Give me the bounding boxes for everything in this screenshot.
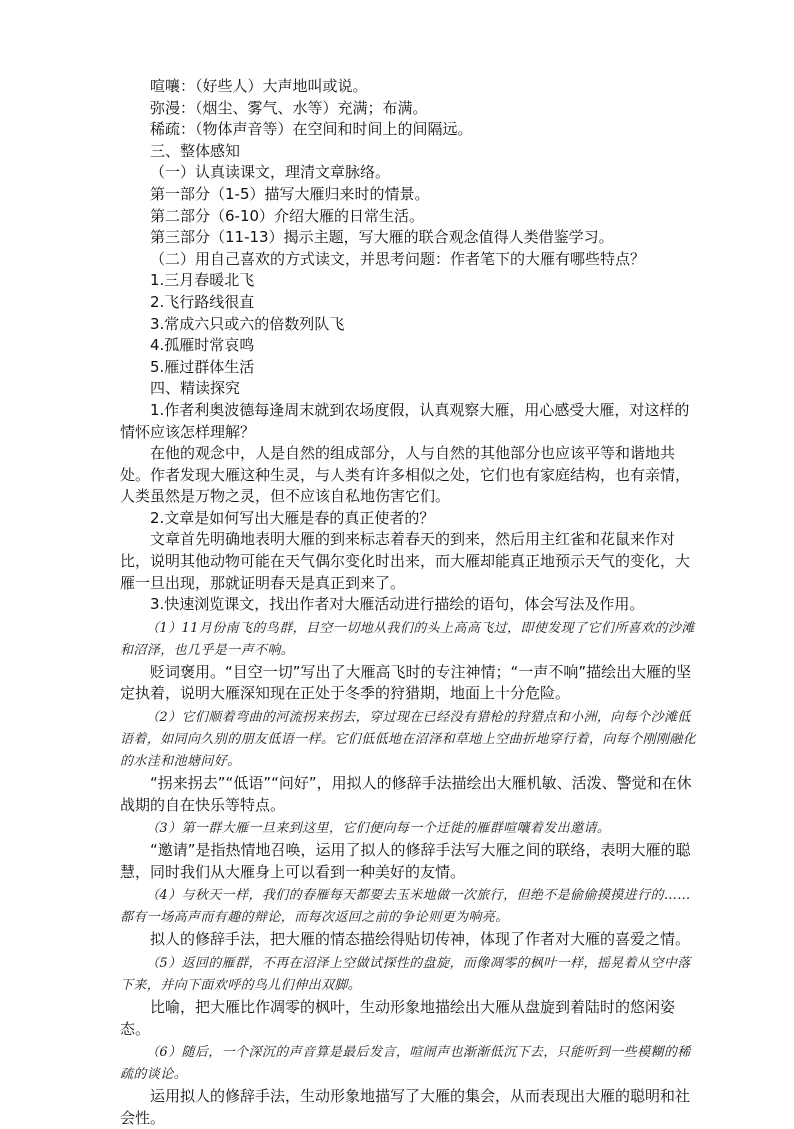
quote-analysis: 贬词褒用。“目空一切”写出了大雁高飞时的专注神情；“一声不响”描绘出大雁的坚定执着，说明大雁深知现在正处于冬季的狩猎期，地面上十分危险。 xyxy=(120,662,692,703)
structure-part: 第二部分（6-10）介绍大雁的日常生活。 xyxy=(150,206,425,225)
feature-item: 4.孤雁时常哀鸣 xyxy=(150,336,255,355)
quote-excerpt: （1）11月份南飞的鸟群，目空一切地从我们的头上高高飞过，即使发现了它们所喜欢的沙滩和沼泽，也几乎是一声不响。 xyxy=(120,620,695,658)
answer: 文章首先明确地表明大雁的到来标志着春天的到来，然后用主红雀和花鼠来作对比，说明其他动物可能在天气偶尔变化时出来，而大雁却能真正地预示天气的变化，大雁一旦出现，那就证明春天是真正到来了。 xyxy=(120,530,691,592)
answer: 在他的观念中，人是自然的组成部分，人与自然的其他部分也应该平等和谐地共处。作者发现大雁这种生灵，与人类有许多相似之处，它们也有家庭结构，也有亲情，人类虽然是万物之灵，但不应该自私地伤害它们。 xyxy=(120,444,691,506)
feature-item: 2.飞行路线很直 xyxy=(150,292,255,311)
feature-item: 5.雁过群体生活 xyxy=(150,357,255,376)
quote-excerpt: （4）与秋天一样，我们的春雁每天都要去玉米地做一次旅行，但绝不是偷偷摸摸进行的……都有一场高声而有趣的辩论，而每次返回之前的争论则更为响亮。 xyxy=(120,888,691,926)
section-heading: 三、整体感知 xyxy=(150,141,241,160)
subsection-heading: （二）用自己喜欢的方式读文，并思考问题：作者笔下的大雁有哪些特点？ xyxy=(150,249,646,268)
vocab-item: 喧嚷：（好些人）大声地叫或说。 xyxy=(150,77,368,95)
structure-part: 第一部分（1-5）描写大雁归来时的情景。 xyxy=(150,184,430,203)
quote-analysis: “邀请”是指热情地召唤，运用了拟人的修辞手法写大雁之间的联络，表明大雁的聪慧，同时我们从大雁身上可以看到一种美好的友情。 xyxy=(120,841,691,881)
question: 1.作者利奥波德每逢周末就到农场度假，认真观察大雁，用心感受大雁，对这样的情怀应该怎样理解？ xyxy=(120,400,690,441)
vocab-item: 弥漫：（烟尘、雾气、水等）充满；布满。 xyxy=(150,98,428,117)
section-heading: 四、精读探究 xyxy=(150,379,241,398)
feature-item: 1.三月春暖北飞 xyxy=(150,271,255,290)
quote-analysis: 拟人的修辞手法，把大雁的情态描绘得贴切传神，体现了作者对大雁的喜爱之情。 xyxy=(150,930,691,949)
quote-excerpt: （2）它们顺着弯曲的河流拐来拐去，穿过现在已经没有猎枪的狩猎点和小洲，向每个沙滩低语着，如同向久别的朋友低语一样。它们低低地在沼泽和草地上空曲折地穿行着，向每个刚刚融化的水洼和池塘问好。 xyxy=(120,710,697,770)
structure-part: 第三部分（11-13）揭示主题，写大雁的联合观念值得人类借鉴学习。 xyxy=(150,228,614,247)
quote-analysis: 比喻，把大雁比作凋零的枫叶，生动形象地描绘出大雁从盘旋到着陆时的悠闲姿态。 xyxy=(120,998,676,1038)
vocab-item: 稀疏：（物体声音等）在空间和时间上的间隔远。 xyxy=(150,120,473,139)
question: 2.文章是如何写出大雁是春的真正使者的？ xyxy=(150,508,435,527)
subsection-heading: （一）认真读课文，理清文章脉络。 xyxy=(150,163,391,182)
quote-analysis: “拐来拐去”“低语”“问好”，用拟人的修辞手法描绘出大雁机敏、活泼、警觉和在休战期的自在快乐等特点。 xyxy=(120,774,692,814)
quote-excerpt: （5）返回的雁群，不再在沼泽上空做试探性的盘旋，而像凋零的枫叶一样，摇晃着从空中落下来，并向下面欢呼的鸟儿们伸出双脚。 xyxy=(120,956,691,993)
document-page xyxy=(120,76,704,1129)
quote-analysis: 运用拟人的修辞手法，生动形象地描写了大雁的集会，从而表现出大雁的聪明和社会性。 xyxy=(120,1087,691,1127)
quote-excerpt: （3）第一群大雁一旦来到这里，它们便向每一个迁徙的雁群喧嚷着发出邀请。 xyxy=(146,821,611,837)
question: 3.快速浏览课文，找出作者对大雁活动进行描绘的语句，体会写法及作用。 xyxy=(150,595,645,614)
quote-excerpt: （6）随后，一个深沉的声音算是最后发言，喧闹声也渐渐低沉下去，只能听到一些模糊的稀疏的谈论。 xyxy=(120,1045,691,1083)
feature-item: 3.常成六只或六的倍数列队飞 xyxy=(150,314,345,333)
